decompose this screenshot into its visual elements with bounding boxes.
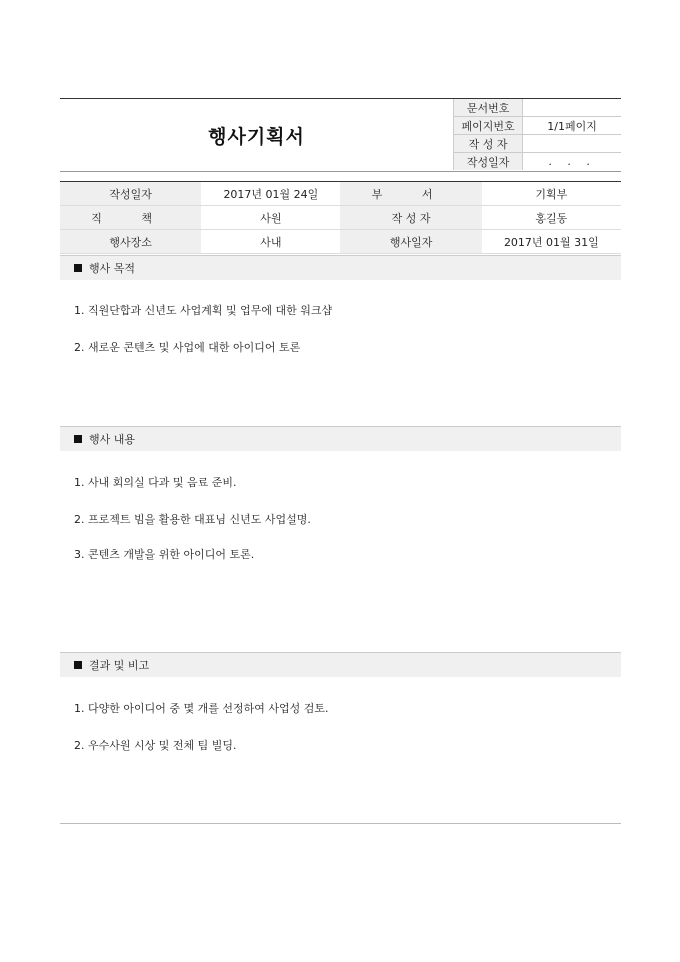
info-table <box>60 181 621 254</box>
info-row <box>60 206 621 230</box>
bottom-divider <box>60 823 621 824</box>
info-value: 홍길동 <box>482 206 621 230</box>
info-row <box>60 230 621 254</box>
section-heading-purpose <box>60 255 621 280</box>
info-value: 기획부 <box>482 182 621 206</box>
meta-row <box>454 117 622 135</box>
document-title: 행사기획서 <box>208 125 305 148</box>
meta-value: . . . <box>548 155 596 168</box>
list-item: 1. 사내 회의실 다과 및 음료 준비. <box>74 476 237 489</box>
info-label: 직 책 <box>60 206 201 230</box>
meta-value <box>523 99 621 117</box>
document-header <box>60 98 621 172</box>
list-item: 1. 직원단합과 신년도 사업계획 및 업무에 대한 워크샵 <box>74 304 333 317</box>
info-label: 행사장소 <box>60 230 201 254</box>
square-bullet-icon <box>74 661 82 669</box>
info-row <box>60 182 621 206</box>
section-heading-text: 행사 내용 <box>89 433 136 446</box>
info-value: 사내 <box>201 230 340 254</box>
meta-label: 작 성 자 <box>454 135 523 153</box>
section-heading-text: 행사 목적 <box>89 262 136 275</box>
list-item: 2. 우수사원 시상 및 전체 팀 빌딩. <box>74 739 237 752</box>
list-item: 3. 콘텐츠 개발을 위한 아이디어 토론. <box>74 548 255 561</box>
section-heading-text: 결과 및 비고 <box>89 659 150 672</box>
list-item: 2. 새로운 콘텐츠 및 사업에 대한 아이디어 토론 <box>74 341 301 354</box>
info-value: 2017년 01월 24일 <box>201 182 340 206</box>
meta-row <box>454 153 622 171</box>
info-value: 2017년 01월 31일 <box>482 230 621 254</box>
info-label: 작성일자 <box>60 182 201 206</box>
meta-value <box>523 135 621 153</box>
list-item: 1. 다양한 아이디어 중 몇 개를 선정하여 사업성 검토. <box>74 702 329 715</box>
info-value: 사원 <box>201 206 340 230</box>
square-bullet-icon <box>74 435 82 443</box>
meta-label: 페이지번호 <box>454 117 523 135</box>
section-heading-content <box>60 426 621 451</box>
meta-label: 문서번호 <box>454 99 523 117</box>
meta-value: 1/1페이지 <box>523 117 621 135</box>
info-label: 부 서 <box>340 182 481 206</box>
info-label: 행사일자 <box>340 230 481 254</box>
info-label: 작 성 자 <box>340 206 481 230</box>
meta-row <box>454 135 622 153</box>
list-item: 2. 프로젝트 빔을 활용한 대표님 신년도 사업설명. <box>74 513 311 526</box>
document-meta-table <box>453 99 621 170</box>
square-bullet-icon <box>74 264 82 272</box>
section-heading-results <box>60 652 621 677</box>
meta-row <box>454 99 622 117</box>
meta-label: 작성일자 <box>454 153 523 171</box>
